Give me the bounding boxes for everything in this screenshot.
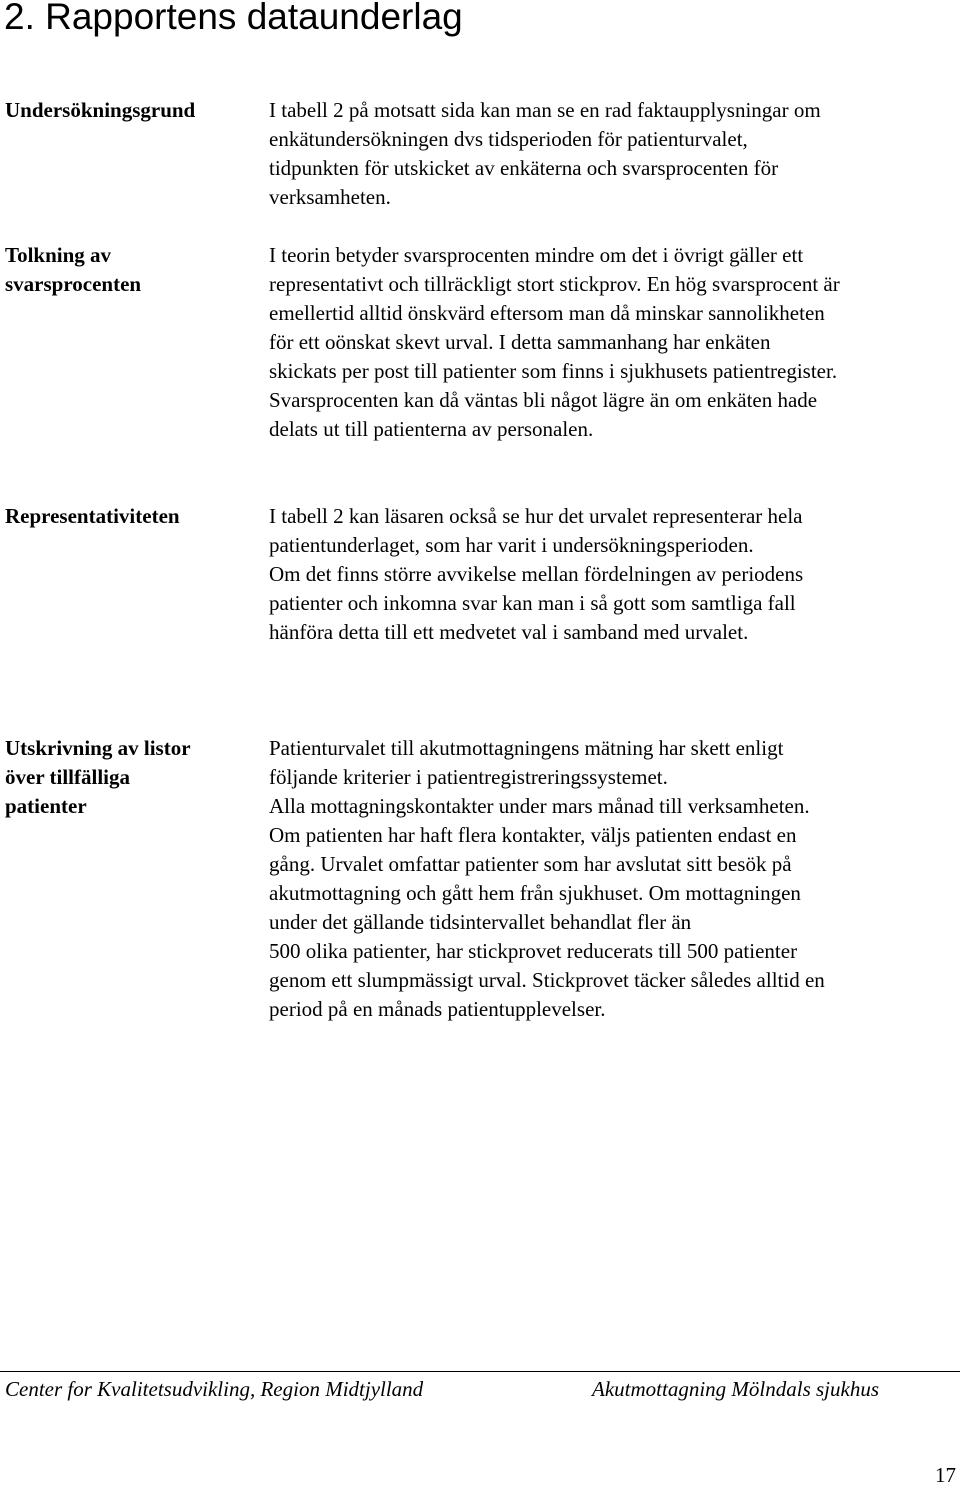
body-line: hänföra detta till ett medvetet val i samband med urvalet. — [269, 620, 749, 644]
body-line: genom ett slumpmässigt urval. Stickprovet täcker således alltid en — [269, 968, 825, 992]
body-line: patientunderlaget, som har varit i undersökningsperioden. — [269, 533, 754, 557]
section-body — [269, 502, 959, 647]
body-line: 500 olika patienter, har stickprovet reducerats till 500 patienter — [269, 939, 798, 963]
body-line: delats ut till patienterna av personalen. — [269, 417, 594, 441]
body-line: I tabell 2 på motsatt sida kan man se en rad faktaupplysningar om — [269, 98, 821, 122]
footer-divider — [0, 1371, 960, 1372]
section-label — [5, 96, 255, 125]
body-line: enkätundersökningen dvs tidsperioden för patienturvalet, — [269, 127, 748, 151]
section-label-line: Tolkning av — [5, 243, 112, 267]
section-body — [269, 96, 959, 212]
section-label-line: svarsprocenten — [5, 272, 142, 296]
body-line: emellertid alltid önskvärd eftersom man då minskar sannolikheten — [269, 301, 825, 325]
body-line: patienter och inkomna svar kan man i så gott som samtliga fall — [269, 591, 796, 615]
footer-department: Akutmottagning Mölndals sjukhus — [592, 1377, 879, 1401]
body-line: Patienturvalet till akutmottagningens mätning har skett enligt — [269, 736, 784, 760]
section-label — [5, 502, 255, 531]
section-body — [269, 241, 959, 444]
body-line: följande kriterier i patientregistreringssystemet. — [269, 765, 668, 789]
section-label-line: Undersökningsgrund — [5, 98, 196, 122]
body-line: tidpunkten för utskicket av enkäterna och svarsprocenten för — [269, 156, 779, 180]
section-body — [269, 734, 959, 1024]
body-line: akutmottagning och gått hem från sjukhuset. Om mottagningen — [269, 881, 801, 905]
body-line: Om det finns större avvikelse mellan fördelningen av periodens — [269, 562, 804, 586]
page-title: 2. Rapportens dataunderlag — [4, 0, 463, 37]
section-label-line: Representativiteten — [5, 504, 180, 528]
body-line: gång. Urvalet omfattar patienter som har avslutat sitt besök på — [269, 852, 792, 876]
body-line: för ett oönskat skevt urval. I detta sammanhang har enkäten — [269, 330, 771, 354]
page-number: 17 — [935, 1463, 956, 1487]
body-line: Alla mottagningskontakter under mars månad till verksamheten. — [269, 794, 810, 818]
body-line: I teorin betyder svarsprocenten mindre om det i övrigt gäller ett — [269, 243, 804, 267]
section-label-line: Utskrivning av listor — [5, 736, 191, 760]
body-line: I tabell 2 kan läsaren också se hur det urvalet representerar hela — [269, 504, 803, 528]
body-line: skickats per post till patienter som finns i sjukhusets patientregister. — [269, 359, 838, 383]
body-line: representativt och tillräckligt stort stickprov. En hög svarsprocent är — [269, 272, 840, 296]
section-label-line: över tillfälliga — [5, 765, 131, 789]
section-label-line: patienter — [5, 794, 87, 818]
body-line: Svarsprocenten kan då väntas bli något lägre än om enkäten hade — [269, 388, 818, 412]
footer-organization: Center for Kvalitetsudvikling, Region Midtjylland — [5, 1377, 424, 1401]
section-label — [5, 734, 255, 821]
body-line: period på en månads patientupplevelser. — [269, 997, 606, 1021]
section-label — [5, 241, 255, 299]
body-line: under det gällande tidsintervallet behandlat fler än — [269, 910, 692, 934]
body-line: verksamheten. — [269, 185, 391, 209]
body-line: Om patienten har haft flera kontakter, väljs patienten endast en — [269, 823, 797, 847]
